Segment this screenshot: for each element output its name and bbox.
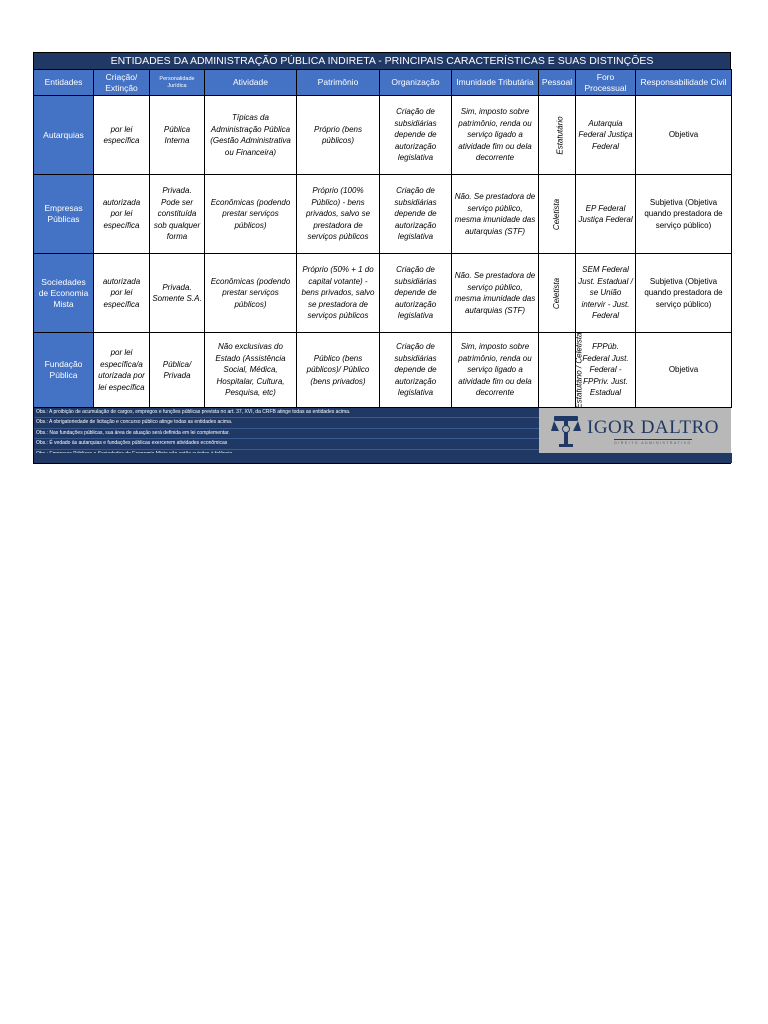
personalidade-cell: Pública/ Privada <box>150 333 205 408</box>
pessoal-cell <box>539 254 576 333</box>
criacao-cell: autorizada por lei específica <box>94 175 150 254</box>
atividade-cell: Econômicas (podendo prestar serviços públicos) <box>205 175 297 254</box>
foro-cell: Autarquia Federal Justiça Federal <box>576 96 636 175</box>
patrimonio-cell: Próprio (bens públicos) <box>297 96 380 175</box>
note-item: Obs.: É vedado às autarquias e fundações públicas exercerem atividades econômicas <box>34 439 539 449</box>
imunidade-cell: Não. Se prestadora de serviço público, mesma imunidade das autarquias (STF) <box>452 254 539 333</box>
patrimonio-cell: Próprio (100% Público) - bens privados, salvo se prestadora de serviços públicos <box>297 175 380 254</box>
criacao-cell: por lei específica <box>94 96 150 175</box>
summary-sheet <box>33 52 731 464</box>
organizacao-cell: Criação de subsidiárias depende de autorização legislativa <box>380 254 452 333</box>
note-item: Obs.: Nas fundações públicas, sua área de atuação será definida em lei complementar. <box>34 429 539 439</box>
header-row <box>34 70 732 96</box>
imunidade-cell: Sim, imposto sobre patrimônio, renda ou serviço ligado a atividade fim ou dela decorrente <box>452 96 539 175</box>
patrimonio-cell: Próprio (50% + 1 do capital votante) - bens privados, salvo se prestadora de serviços públicos <box>297 254 380 333</box>
sheet-title: ENTIDADES DA ADMINISTRAÇÃO PÚBLICA INDIRETA - PRINCIPAIS CARACTERÍSTICAS E SUAS DISTINÇÕES <box>33 52 731 69</box>
logo-text <box>587 417 719 445</box>
imunidade-cell: Não. Se prestadora de serviço público, mesma imunidade das autarquias (STF) <box>452 175 539 254</box>
header-cell: Personalidade Jurídica <box>150 70 205 96</box>
table-row <box>34 96 732 175</box>
note-item: Obs.: A obrigatoriedade de licitação e concurso público atinge todas as entidades acima. <box>34 418 539 428</box>
entities-table <box>33 69 732 408</box>
personalidade-cell: Privada. Somente S.A. <box>150 254 205 333</box>
entity-name: Sociedades de Economia Mista <box>34 254 94 333</box>
personalidade-cell: Privada. Pode ser constituída sob qualquer forma <box>150 175 205 254</box>
responsabilidade-cell: Objetiva <box>636 96 732 175</box>
header-cell: Foro Processual <box>576 70 636 96</box>
pessoal-text: Estatutário / Celetista <box>574 331 584 409</box>
header-cell: Criação/ Extinção <box>94 70 150 96</box>
header-cell: Patrimônio <box>297 70 380 96</box>
header-cell: Entidades <box>34 70 94 96</box>
pessoal-cell <box>539 175 576 254</box>
personalidade-cell: Pública Interna <box>150 96 205 175</box>
organizacao-cell: Criação de subsidiárias depende de autorização legislativa <box>380 96 452 175</box>
sheet-footer <box>33 408 731 464</box>
organizacao-cell: Criação de subsidiárias depende de autorização legislativa <box>380 175 452 254</box>
pessoal-text: Estatutário <box>555 115 565 155</box>
table-row <box>34 175 732 254</box>
header-cell: Imunidade Tributária <box>452 70 539 96</box>
pessoal-text: Celetista <box>552 198 562 230</box>
patrimonio-cell: Público (bens públicos)/ Público (bens privados) <box>297 333 380 408</box>
criacao-cell: por lei específica/a utorizada por lei específica <box>94 333 150 408</box>
atividade-cell: Típicas da Administração Pública (Gestão Administrativa ou Financeira) <box>205 96 297 175</box>
table-row <box>34 333 732 408</box>
note-item: Obs.: A proibição de acumulação de cargos, empregos e funções públicas prevista no art. 37, XVI, da CRFB atinge todas as entidades acima. <box>34 408 539 418</box>
author-logo <box>539 408 731 453</box>
pessoal-text: Celetista <box>552 277 562 309</box>
criacao-cell: autorizada por lei específica <box>94 254 150 333</box>
footer-band <box>34 453 732 463</box>
entity-name: Empresas Públicas <box>34 175 94 254</box>
logo-name: IGOR DALTRO <box>587 416 719 438</box>
responsabilidade-cell: Subjetiva (Objetiva quando prestadora de serviço público) <box>636 175 732 254</box>
logo-subtitle: DIREITO ADMINISTRATIVO <box>614 440 692 445</box>
foro-cell: SEM Federal Just. Estadual / se União intervir - Just. Federal <box>576 254 636 333</box>
table-row <box>34 254 732 333</box>
pessoal-cell <box>539 331 584 409</box>
responsabilidade-cell: Subjetiva (Objetiva quando prestadora de serviço público) <box>636 254 732 333</box>
gavel-scale-icon <box>551 413 581 449</box>
foro-cell: EP Federal Justiça Federal <box>576 175 636 254</box>
responsabilidade-cell: Objetiva <box>636 333 732 408</box>
atividade-cell: Não exclusivas do Estado (Assistência Social, Médica, Hospitalar, Cultura, Pesquisa, etc) <box>205 333 297 408</box>
imunidade-cell: Sim, imposto sobre patrimônio, renda ou serviço ligado a atividade fim ou dela decorrente <box>452 333 539 408</box>
entity-name: Fundação Pública <box>34 333 94 408</box>
foro-cell: FPPúb. Federal Just. Federal - FPPriv. Just. Estadual <box>576 333 636 408</box>
header-cell: Pessoal <box>539 70 576 96</box>
header-cell: Responsabilidade Civil <box>636 70 732 96</box>
pessoal-cell <box>539 96 576 175</box>
header-cell: Organização <box>380 70 452 96</box>
entity-name: Autarquias <box>34 96 94 175</box>
organizacao-cell: Criação de subsidiárias depende de autorização legislativa <box>380 333 452 408</box>
header-cell: Atividade <box>205 70 297 96</box>
atividade-cell: Econômicas (podendo prestar serviços públicos) <box>205 254 297 333</box>
